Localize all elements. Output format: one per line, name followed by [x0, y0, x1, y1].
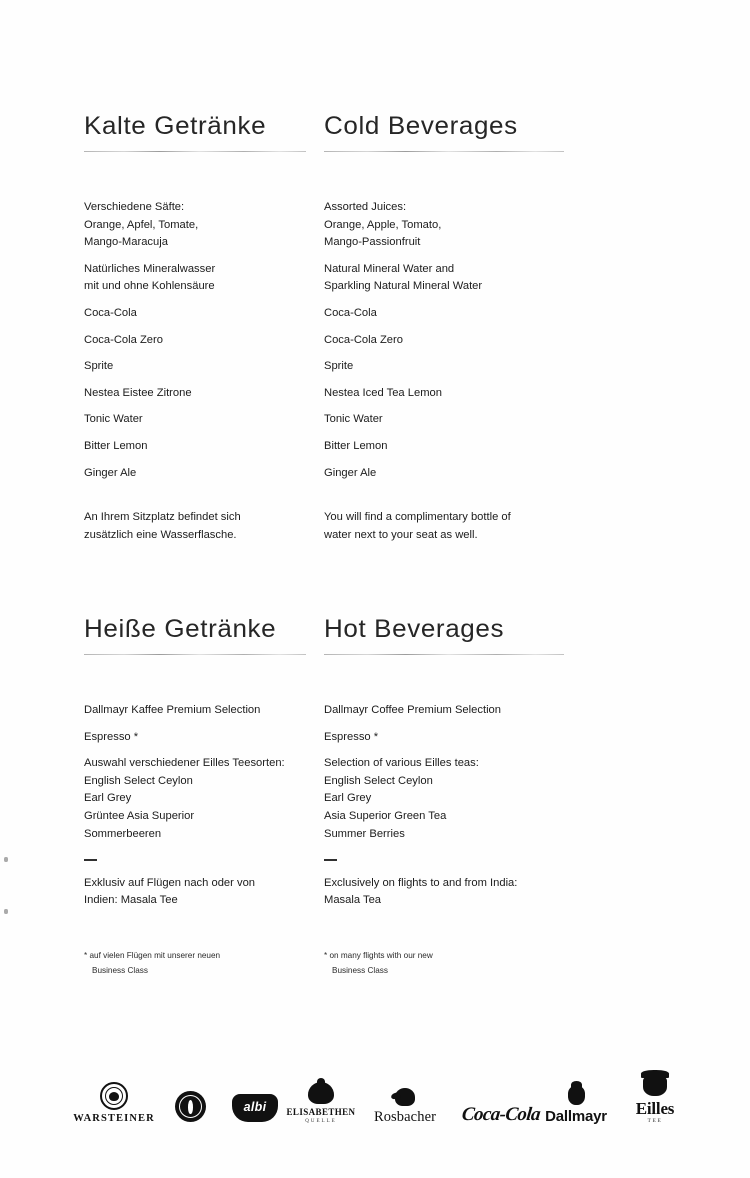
note-line: zusätzlich eine Wasserflasche.: [84, 528, 237, 541]
item-line: Indien: Masala Tee: [84, 894, 178, 907]
item-line: Masala Tea: [324, 894, 382, 907]
item-line: Dallmayr Coffee Premium Selection: [324, 704, 501, 716]
list-item: [84, 729, 308, 747]
item-line: Grüntee Asia Superior: [84, 809, 195, 822]
hot-list-german: [84, 702, 308, 910]
item-line: Natürliches Mineralwasser: [84, 262, 216, 275]
list-item: [84, 199, 308, 252]
list-item: [324, 199, 572, 252]
item-line: Summer Berries: [324, 827, 405, 840]
page-title-cold-en: Cold Beverages: [324, 112, 518, 140]
item-line: Asia Superior Green Tea: [324, 809, 447, 822]
hot-column-english: [324, 615, 572, 978]
list-item: [324, 438, 572, 456]
note-line: You will find a complimentary bottle of: [324, 511, 511, 524]
footnote-line: Business Class: [92, 965, 148, 975]
list-item: [324, 261, 572, 296]
hot-column-german: [84, 615, 308, 978]
warsteiner-crest-icon: [100, 1082, 128, 1110]
item-line: Espresso *: [84, 730, 139, 743]
item-line: Sprite: [84, 360, 114, 373]
item-line: Bitter Lemon: [324, 439, 388, 452]
footnote-english: [324, 948, 572, 978]
item-line: Exclusively on flights to and from India:: [324, 876, 518, 889]
item-line: Nestea Iced Tea Lemon: [324, 386, 442, 399]
item-line: Assorted Juices:: [324, 201, 407, 213]
footnote-german: [84, 948, 308, 978]
heading-rule: [324, 151, 564, 152]
page-title-cold-de: Kalte Getränke: [84, 112, 267, 140]
item-line: Sprite: [324, 360, 354, 373]
footnote-line: * on many flights with our new: [324, 950, 433, 960]
item-line: Sparkling Natural Mineral Water: [324, 280, 483, 293]
list-item: [324, 385, 572, 403]
item-line: Coca-Cola: [84, 306, 137, 319]
logo-wordmark: Rosbacher: [373, 1108, 437, 1125]
dallmayr-crest-icon: [568, 1086, 585, 1105]
list-item: [324, 358, 572, 376]
note-line: An Ihrem Sitzplatz befindet sich: [84, 511, 241, 524]
list-item: [324, 411, 572, 429]
item-line: Dallmayr Kaffee Premium Selection: [84, 704, 261, 716]
list-item: [324, 465, 572, 483]
tea-selection-german: [84, 755, 308, 843]
list-item: [84, 261, 308, 296]
heading-rule: [84, 654, 306, 655]
cold-list-english: [324, 199, 572, 482]
list-item: [324, 729, 572, 747]
item-line: English Select Ceylon: [84, 774, 193, 787]
item-line: Mango-Maracuja: [84, 236, 168, 249]
list-item: [84, 411, 308, 429]
item-line: Espresso *: [324, 730, 379, 743]
cold-list-german: [84, 199, 308, 482]
list-item: [84, 438, 308, 456]
item-line: Earl Grey: [324, 792, 372, 805]
list-item: [84, 332, 308, 350]
item-line: Sommerbeeren: [84, 827, 162, 840]
separator-dash: [84, 859, 97, 861]
item-line: Coca-Cola Zero: [84, 333, 163, 346]
tea-selection-english: [324, 755, 572, 843]
item-line: Orange, Apfel, Tomate,: [84, 218, 199, 231]
heading-rule: [324, 654, 564, 655]
item-line: Tonic Water: [324, 413, 383, 426]
cold-column-english: [324, 112, 572, 544]
item-line: Tonic Water: [84, 413, 143, 426]
rosbacher-crest-icon: [395, 1088, 415, 1106]
item-line: Earl Grey: [84, 792, 132, 805]
logo-wordmark: Dallmayr: [545, 1108, 607, 1125]
footnote-line: * auf vielen Flügen mit unserer neuen: [84, 950, 221, 960]
list-item: [324, 332, 572, 350]
separator-dash: [324, 859, 337, 861]
footnote-line: Business Class: [332, 965, 388, 975]
item-line: Ginger Ale: [324, 466, 377, 479]
brand-logo-strip: [0, 1044, 750, 1124]
item-line: English Select Ceylon: [324, 774, 433, 787]
item-line: Coca-Cola: [324, 306, 377, 319]
list-item: [84, 702, 308, 720]
eilles-crown-icon: [643, 1076, 667, 1096]
exclusive-note-german: [84, 875, 308, 910]
item-line: Ginger Ale: [84, 466, 137, 479]
list-item: [324, 702, 572, 720]
page-title-hot-en: Hot Beverages: [324, 615, 505, 643]
logo-subtext: TEE: [647, 1117, 663, 1124]
scan-artifact-speck: [4, 909, 8, 914]
item-line: Auswahl verschiedener Eilles Teesorten:: [84, 757, 285, 770]
item-line: Mango-Passionfruit: [324, 236, 421, 249]
list-item: [84, 305, 308, 323]
logo-wordmark: Coca-Cola: [460, 1104, 542, 1125]
item-line: Orange, Apple, Tomato,: [324, 218, 442, 231]
note-line: water next to your seat as well.: [324, 528, 478, 541]
logo-wordmark: WARSTEINER: [73, 1112, 155, 1124]
logo-subtext: QUELLE: [305, 1119, 337, 1124]
logo-wordmark: ELISABETHEN: [286, 1107, 356, 1117]
list-item: [84, 465, 308, 483]
logo-eilles: [600, 1076, 710, 1125]
item-line: Exklusiv auf Flügen nach oder von: [84, 876, 256, 889]
page-title-hot-de: Heiße Getränke: [84, 615, 277, 643]
water-bottle-note-english: [324, 509, 572, 544]
item-line: mit und ohne Kohlensäure: [84, 280, 215, 293]
item-line: Selection of various Eilles teas:: [324, 757, 479, 770]
item-line: Natural Mineral Water and: [324, 262, 455, 275]
item-line: Verschiedene Säfte:: [84, 201, 185, 213]
hot-list-english: [324, 702, 572, 910]
list-item: [84, 358, 308, 376]
water-bottle-note-german: [84, 509, 308, 544]
item-line: Coca-Cola Zero: [324, 333, 403, 346]
list-item: [84, 385, 308, 403]
item-line: Nestea Eistee Zitrone: [84, 386, 192, 399]
cold-column-german: [84, 112, 308, 544]
scan-artifact-speck: [4, 857, 8, 862]
exclusive-note-english: [324, 875, 572, 910]
item-line: Bitter Lemon: [84, 439, 148, 452]
logo-wordmark: Eilles: [635, 1098, 675, 1118]
elisabethen-crest-icon: [308, 1082, 334, 1104]
list-item: [324, 305, 572, 323]
heading-rule: [84, 151, 306, 152]
